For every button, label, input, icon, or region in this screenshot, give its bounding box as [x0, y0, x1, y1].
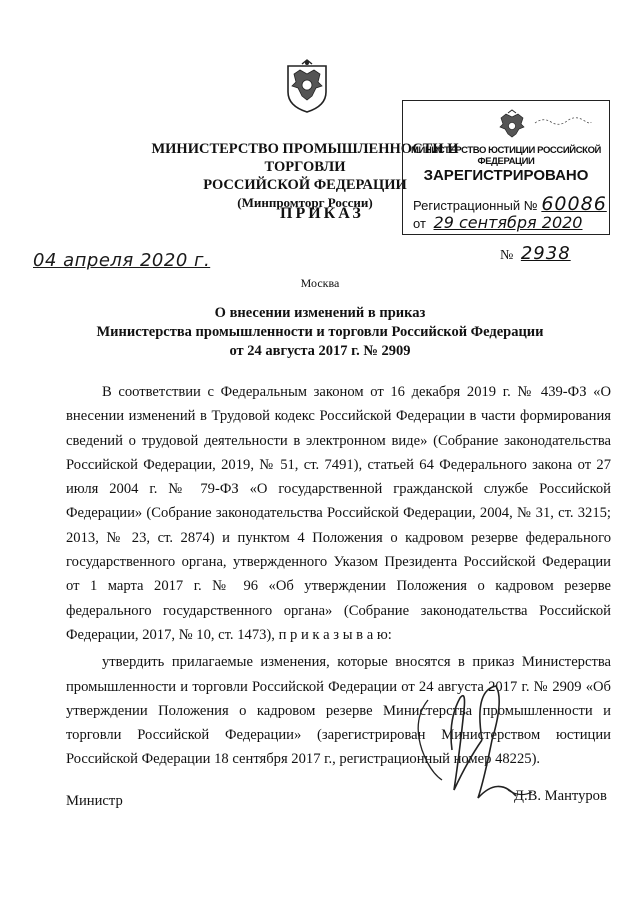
ministry-name-line1: МИНИСТЕРСТВО ПРОМЫШЛЕННОСТИ И ТОРГОВЛИ	[151, 141, 459, 175]
order-subject	[80, 304, 560, 361]
subject-line2: Министерства промышленности и торговли Российской Федерации	[96, 324, 544, 340]
city: Москва	[300, 276, 340, 290]
signer-position: Министр	[66, 793, 123, 809]
order-number-value: 2938	[520, 243, 571, 264]
ministry-short-name: (Минпромторг России)	[237, 195, 373, 210]
body-paragraph-decision: утвердить прилагаемые изменения, которые вносятся в приказ Министерства промышленности и торговли Российской Федерации от 24 августа 2017 г. № 2909 «Об утверждении Положения о кадровом резерве Министерства промышленности и торговли Российской Федерации» (зарегистрирован Министерством юстиции Российской Федерации 18 сентября 2017 г., регистрационный номер 48225).	[66, 654, 611, 768]
ministry-name-line2: РОССИЙСКОЙ ФЕДЕРАЦИИ	[203, 177, 407, 193]
order-number	[500, 243, 571, 264]
stamp-date-label: от	[413, 216, 426, 231]
stamp-organization: МИНИСТЕРСТВО ЮСТИЦИИ РОССИЙСКОЙ ФЕДЕРАЦИИ	[411, 145, 601, 167]
stamp-coat-of-arms-icon	[496, 109, 528, 143]
stamp-date-row	[413, 213, 582, 232]
subject-line1: О внесении изменений в приказ	[214, 305, 426, 321]
stamp-reg-number: 60086	[541, 193, 607, 215]
stamp-title: ЗАРЕГИСТРИРОВАНО	[423, 167, 589, 184]
stamp-date-value: 29 сентября 2020	[433, 213, 583, 232]
handwritten-signature	[408, 680, 548, 805]
stamp-reg-label: Регистрационный №	[413, 198, 538, 213]
signer-name: Д.В. Мантуров	[514, 788, 607, 804]
stamp-scribble-mark	[533, 115, 593, 127]
order-number-label: №	[500, 248, 514, 263]
registration-stamp	[402, 100, 610, 235]
subject-line3: от 24 августа 2017 г. № 2909	[229, 343, 411, 359]
order-date: 04 апреля 2020 г.	[33, 250, 211, 271]
stamp-registration-row	[413, 193, 607, 215]
coat-of-arms-icon	[282, 58, 332, 114]
body-paragraph-preamble: В соответствии с Федеральным законом от 16 декабря 2019 г. № 439-ФЗ «О внесении изменений в Трудовой кодекс Российской Федерации в части формирования сведений о трудовой деятельности в электронном виде» (Собрание законодательства Российской Федерации, 2019, № 51, ст. 7491), статьей 64 Федерального закона от 27 июля 2004 г. № 79-ФЗ «О государственной гражданской службе Российской Федерации» (Собрание законодательства Российской Федерации, 2004, № 31, ст. 3215; 2013, № 23, ст. 2874) и пунктом 4 Положения о кадровом резерве федерального государственного органа, утвержденного Указом Президента Российской Федерации от 1 марта 2017 г. № 96 «Об утверждении Положения о кадровом резерве федерального государственного органа» (Собрание законодательства Российской Федерации, 2017, № 10, ст. 1473), п р и к а з ы в а ю:	[66, 384, 611, 643]
document-type: ПРИКАЗ	[280, 205, 364, 222]
